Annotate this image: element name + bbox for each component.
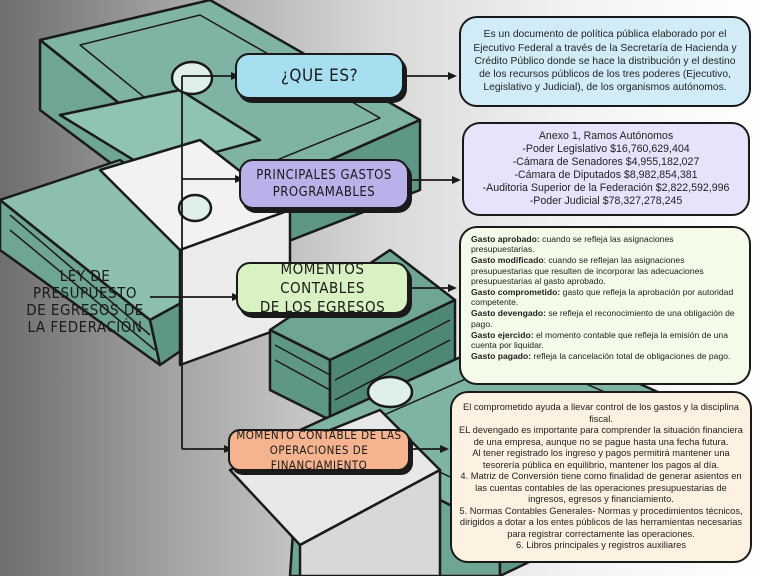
momento-text: el momento contable que refleja la emisión de una cuenta por liquidar. bbox=[471, 329, 728, 351]
node-operaciones-financiamiento bbox=[228, 429, 410, 471]
node-gastos-label: PRINCIPALES GASTOS PROGRAMABLES bbox=[256, 168, 392, 200]
momento-item bbox=[471, 308, 739, 329]
momento-item bbox=[471, 330, 739, 351]
financiamiento-line: 6. Libros principales y registros auxiliares bbox=[516, 540, 686, 551]
financiamiento-line: 5. Normas Contables Generales- Normas y procedimientos técnicos, dirigidos a dotar a los entes públicos de las herramientas necesarias para registrar correctamente las operaciones. bbox=[459, 505, 743, 539]
momento-term: Gasto pagado: bbox=[471, 350, 532, 361]
momento-item bbox=[471, 255, 739, 286]
momento-term: Gasto comprometido: bbox=[471, 287, 561, 298]
gastos-line: -Poder Judicial $78,327,278,245 bbox=[529, 195, 683, 207]
info-box-momentos bbox=[459, 226, 751, 385]
node-que-es bbox=[235, 53, 404, 99]
financiamiento-line: EL devengado es importante para comprender la situación financiera de una empresa, aunque no se pague hasta una fecha futura. bbox=[459, 425, 743, 447]
node-gastos-programables bbox=[239, 159, 409, 209]
momento-text: refleja la cancelación total de obligaciones de pago. bbox=[531, 350, 731, 361]
momento-item bbox=[471, 234, 739, 255]
gastos-line: -Auditoria Superior de la Federación $2,822,592,996 bbox=[482, 182, 730, 194]
info-box-que-es bbox=[459, 16, 751, 107]
financiamiento-line: Al tener registrado los ingreso y pagos permitirá mantener una tesorería pública en equilibrio, mantener los pagos al día. bbox=[472, 448, 730, 470]
momento-term: Gasto ejercido: bbox=[471, 329, 534, 340]
momento-item bbox=[471, 351, 739, 361]
momento-text: se refleja el reconocimiento de una obligación de pago. bbox=[471, 308, 735, 329]
gastos-line: -Cámara de Senadores $4,955,182,027 bbox=[512, 156, 700, 168]
momento-text: cuando se refleja las asignaciones presupuestarias. bbox=[471, 234, 674, 255]
diagram-title: LEY DE PRESUPUESTO DE EGRESOS DE LA FEDERACIÓN bbox=[26, 267, 144, 336]
node-momentos-contables bbox=[236, 259, 409, 316]
momento-term: Gasto devengado: bbox=[471, 308, 546, 319]
momento-term: Gasto modificado bbox=[471, 255, 544, 266]
momento-term: Gasto aprobado: bbox=[471, 234, 540, 244]
gastos-line: -Cámara de Diputados $8,982,854,381 bbox=[514, 169, 698, 181]
momento-text: gasto que refleja la aprobación por autoridad competente. bbox=[471, 287, 734, 308]
info-box-gastos bbox=[462, 122, 750, 216]
momento-text: : cuando se reflejan las asignaciones presupuestarias que resulten de incorporar las adecuaciones presupuestarias al gasto aprobado. bbox=[471, 255, 704, 287]
info-que-es-text: Es un documento de política pública elaborado por el Ejecutivo Federal a través de la Secretaría de Hacienda y Crédito Público donde se hace la distribución y el destino de los recursos públicos de los tres poderes (Ejecutivo, Legislativo y Judicial), de los organismos autónomos. bbox=[473, 29, 737, 94]
momento-item bbox=[471, 287, 739, 308]
node-que-es-label: ¿QUE ES? bbox=[280, 66, 359, 86]
financiamiento-line: El comprometido ayuda a llevar control de los gastos y la disciplina fiscal. bbox=[463, 402, 739, 424]
node-momentos-label: MOMENTOS CONTABLES DE LOS EGRESOS bbox=[259, 259, 386, 316]
gastos-line: -Poder Legislativo $16,760,629,404 bbox=[522, 143, 690, 155]
financiamiento-line: 4. Matriz de Conversión tiene como finalidad de generar asientos en las cuentas contables de las operaciones presupuestarias de ingresos, egresos y financiamiento. bbox=[460, 471, 742, 505]
gastos-line: Anexo 1, Ramos Autónomos bbox=[538, 130, 674, 142]
node-financiamiento-label: MOMENTO CONTABLE DE LAS OPERACIONES DE FINANCIAMIENTO bbox=[236, 427, 402, 472]
info-box-financiamiento bbox=[450, 391, 752, 563]
